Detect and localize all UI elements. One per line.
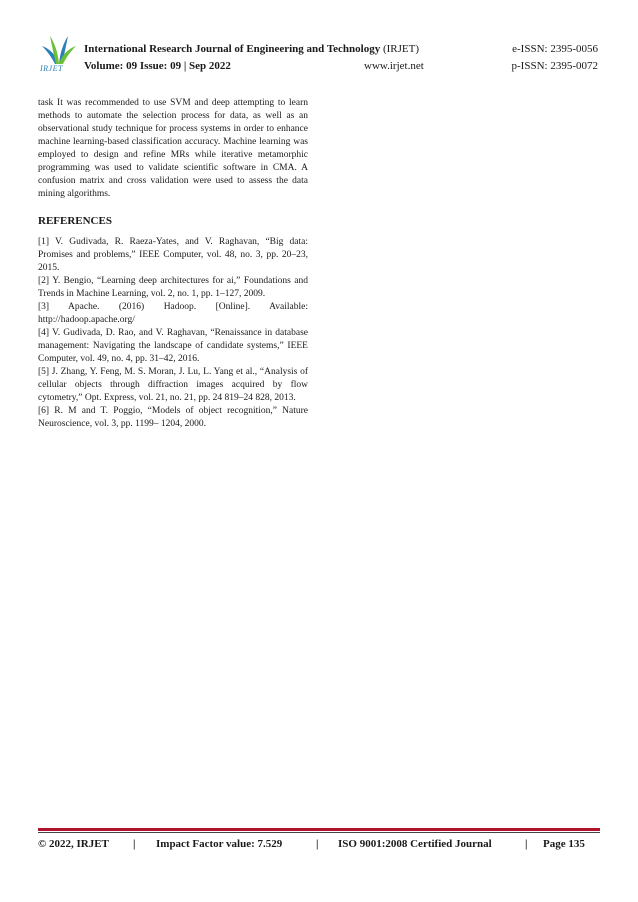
references-heading: REFERENCES xyxy=(38,215,112,227)
journal-name: International Research Journal of Engineering and Technology xyxy=(84,43,381,55)
footer-impact-factor: Impact Factor value: 7.529 xyxy=(156,838,283,850)
logo-text: IRJET xyxy=(40,64,63,73)
reference-item: [3] Apache. (2016) Hadoop. [Online]. Available: http://hadoop.apache.org/ xyxy=(38,302,308,325)
reference-item: [2] Y. Bengio, “Learning deep architectures for ai,” Foundations and Trends in Machine Learning, vol. 2, no. 1, pp. 1–127, 2009. xyxy=(38,276,308,299)
reference-item: [4] V. Gudivada, D. Rao, and V. Raghavan, “Renaissance in database management: Navigating the landscape of candidate systems,” IEEE Computer, vol. 49, no. 4, pp. 31–42, 2016. xyxy=(38,328,308,364)
header-line-2 xyxy=(84,60,598,72)
p-issn: p-ISSN: 2395-0072 xyxy=(511,60,598,72)
journal-abbr: (IRJET) xyxy=(382,43,420,55)
e-issn: e-ISSN: 2395-0056 xyxy=(512,43,598,55)
left-column xyxy=(38,97,308,431)
body-paragraph: task It was recommended to use SVM and deep attempting to learn methods to automate the selection process for data, as well as an observational study technique for process systems in order to enhance machine learning-based classification accuracy. Machine learning was employed to design and refine MRs while iterative metamorphic programming was used to validate scientific software in CMA. A confusion matrix and cross validation were used to assess the data mining algorithms. xyxy=(38,98,308,199)
irjet-logo xyxy=(38,34,80,78)
website-link[interactable]: www.irjet.net xyxy=(364,60,424,72)
footer-separator: | xyxy=(316,838,319,850)
reference-item: [1] V. Gudivada, R. Raeza-Yates, and V. Raghavan, “Big data: Promises and problems,” IEEE Computer, vol. 48, no. 3, pp. 20–23, 2015. xyxy=(38,237,308,273)
page-header xyxy=(38,34,598,82)
volume-issue: Volume: 09 Issue: 09 | Sep 2022 xyxy=(84,60,231,72)
irjet-logo-icon xyxy=(38,34,80,66)
footer-rule-thin xyxy=(38,832,600,833)
footer-rule xyxy=(38,828,600,831)
footer-separator: | xyxy=(525,838,528,850)
footer-separator: | xyxy=(133,838,136,850)
footer-iso: ISO 9001:2008 Certified Journal xyxy=(338,838,492,850)
footer-copyright: © 2022, IRJET xyxy=(38,838,109,850)
reference-item: [6] R. M and T. Poggio, “Models of object recognition,” Nature Neuroscience, vol. 3, pp. 1199– 1204, 2000. xyxy=(38,406,308,429)
footer-page-number: Page 135 xyxy=(543,838,585,850)
reference-item: [5] J. Zhang, Y. Feng, M. S. Moran, J. Lu, L. Yang et al., “Analysis of cellular objects through diffraction images acquired by flow cytometry,” Opt. Express, vol. 21, no. 21, pp. 24 819–24 828, 2013. xyxy=(38,367,308,403)
header-line-1 xyxy=(84,43,598,55)
